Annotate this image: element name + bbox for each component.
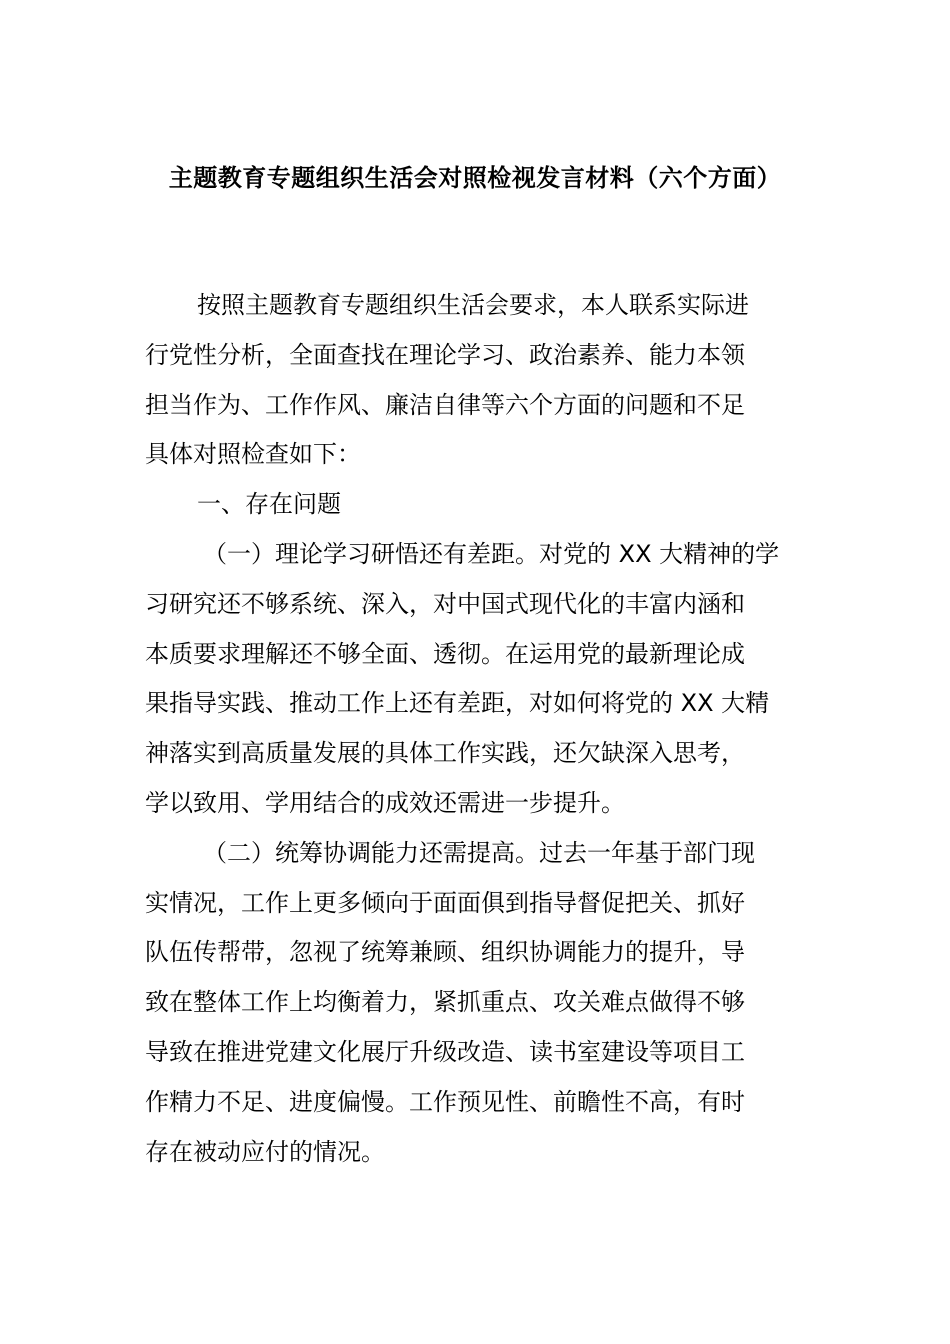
text-line: 实情况，工作上更多倾向于面面俱到指导督促把关、抓好 [145, 888, 745, 917]
intro-paragraph [145, 281, 807, 480]
document-title: 主题教育专题组织生活会对照检视发言材料（六个方面） [168, 164, 782, 192]
text-line: 习研究还不够系统、深入，对中国式现代化的丰富内涵和 [145, 589, 745, 618]
text-line: （二）统筹协调能力还需提高。过去一年基于部门现 [203, 838, 755, 867]
section-heading-text: 一、存在问题 [197, 490, 341, 519]
text-line: 按照主题教育专题组织生活会要求，本人联系实际进 [197, 291, 749, 319]
text-line: （一）理论学习研悟还有差距。对党的 XX 大精神的学 [203, 539, 780, 568]
section-heading [145, 480, 807, 530]
issue-paragraph-1 [145, 530, 807, 829]
text-line: 本质要求理解还不够全面、透彻。在运用党的最新理论成 [145, 639, 745, 668]
issue-paragraph-2 [145, 829, 807, 1178]
text-line: 担当作为、工作作风、廉洁自律等六个方面的问题和不足 [145, 390, 745, 419]
text-line: 存在被动应付的情况。 [145, 1137, 385, 1166]
text-line: 作精力不足、进度偏慢。工作预见性、前瞻性不高，有时 [145, 1087, 745, 1116]
text-line: 神落实到高质量发展的具体工作实践，还欠缺深入思考， [145, 739, 745, 768]
text-line: 学以致用、学用结合的成效还需进一步提升。 [145, 788, 625, 817]
text-line: 队伍传帮带，忽视了统筹兼顾、组织协调能力的提升，导 [145, 938, 745, 967]
document-body [145, 281, 807, 1177]
text-line: 具体对照检查如下： [145, 440, 361, 469]
text-line: 导致在推进党建文化展厅升级改造、读书室建设等项目工 [145, 1037, 745, 1066]
text-line: 行党性分析，全面查找在理论学习、政治素养、能力本领 [145, 340, 745, 369]
text-line: 果指导实践、推动工作上还有差距，对如何将党的 XX 大精 [145, 689, 770, 718]
text-line: 致在整体工作上均衡着力，紧抓重点、攻关难点做得不够 [145, 988, 745, 1017]
